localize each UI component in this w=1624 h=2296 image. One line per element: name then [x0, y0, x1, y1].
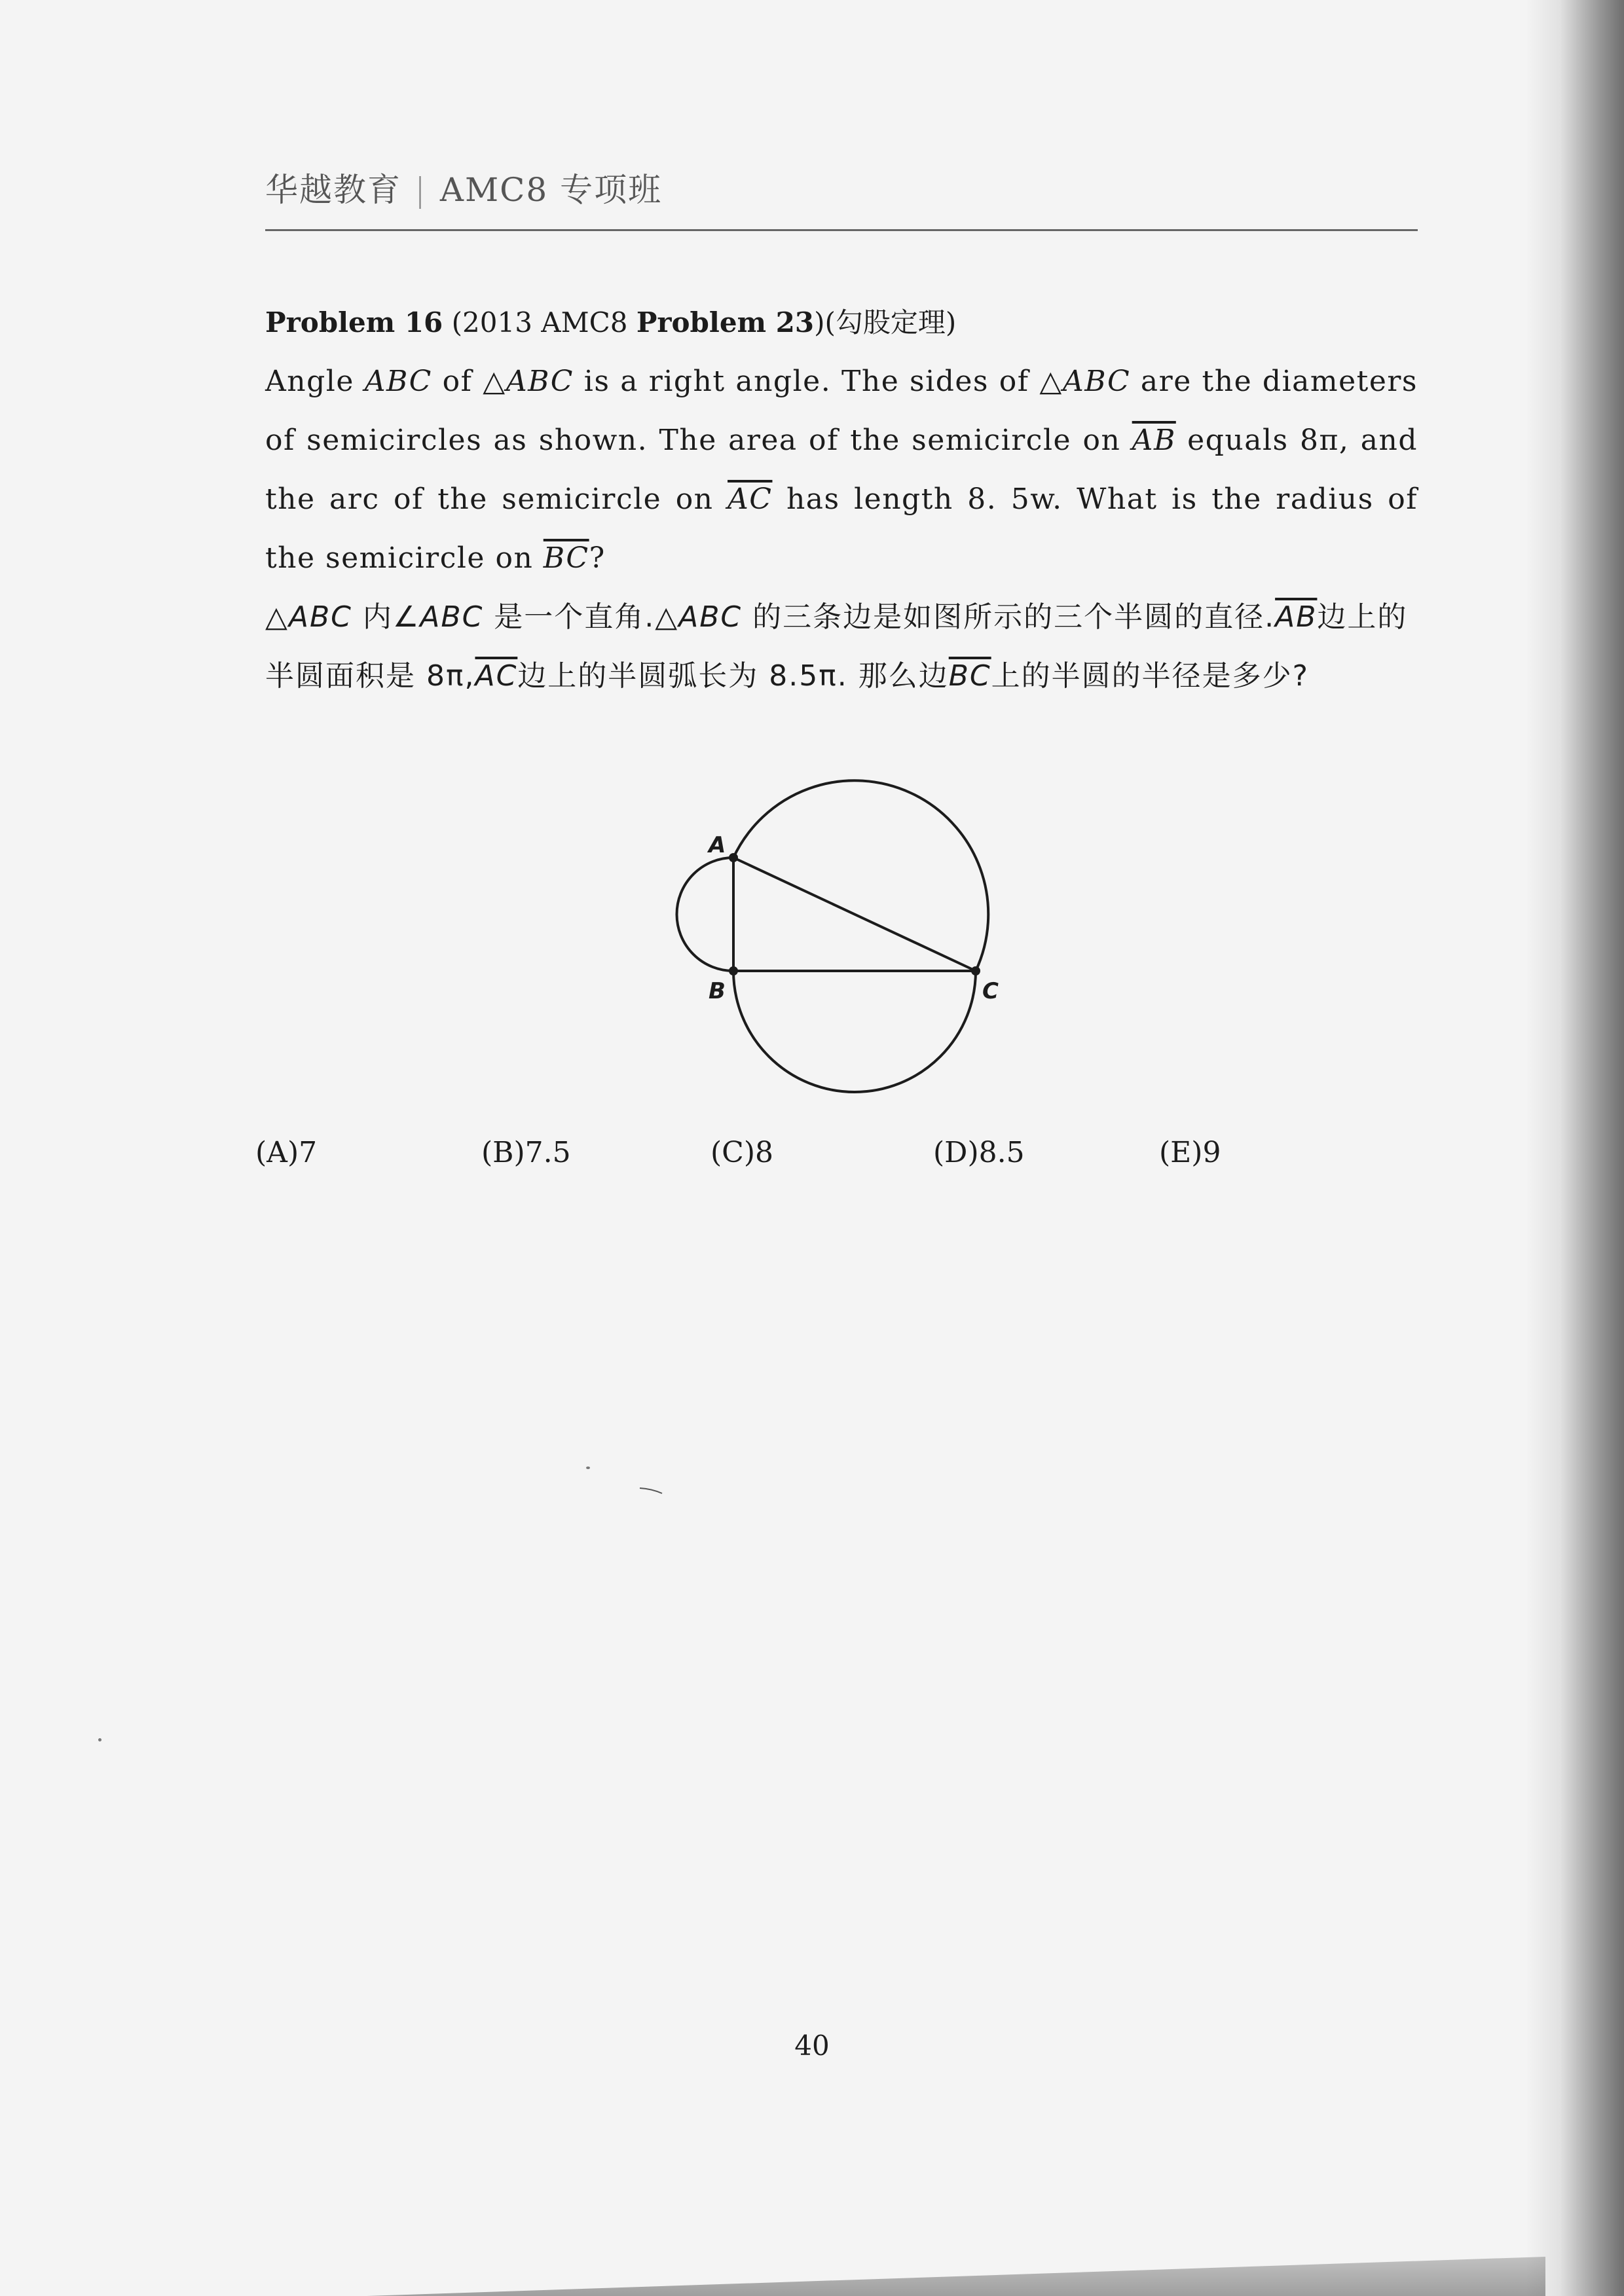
zh-segment-ac: $\overline{AC}$ [475, 659, 518, 693]
page-header [265, 164, 662, 211]
en-text: of △ [432, 365, 506, 398]
en-text: equals 8π, and the arc of the semicircle on [265, 424, 1418, 516]
zh-math: ABC [420, 600, 484, 634]
en-text: are the diameters of semicircles as shown. The area of the semicircle on [265, 365, 1418, 457]
en-segment-ac: $\overline{AC}$ [728, 483, 773, 516]
vertex-c-dot [971, 966, 980, 975]
problem-label: Problem 16 [265, 306, 443, 338]
scan-speck [98, 1738, 101, 1741]
header-course: AMC8 专项班 [439, 171, 663, 209]
zh-text: 内∠ [352, 600, 420, 634]
en-text: has length 8. 5w. What is the radius of the semicircle on [265, 483, 1418, 575]
zh-text: 边上的半圆面积是 8π, [265, 600, 1408, 693]
choice-e: (E)9 [1159, 1136, 1221, 1169]
header-brand: 华越教育 [265, 171, 401, 209]
problem-text-chinese [265, 588, 1418, 706]
en-text: is a right angle. The sides of △ [573, 365, 1063, 398]
zh-text: 是一个直角.△ [483, 600, 679, 634]
problem-title [265, 293, 1418, 352]
zh-segment-bc: $\overline{BC}$ [948, 659, 991, 693]
vertex-a-dot [729, 853, 738, 862]
zh-segment-ab: $\overline{AB}$ [1275, 600, 1318, 634]
zh-text: 上的半圆的半径是多少? [991, 659, 1310, 693]
problem-text-english [265, 352, 1418, 588]
vertex-label-c: C [982, 978, 999, 1004]
header-rule [265, 229, 1418, 231]
vertex-label-b: B [709, 978, 726, 1004]
header-separator: | [415, 171, 427, 209]
en-math: ABC [506, 365, 574, 398]
vertex-label-a: A [709, 832, 726, 858]
choice-c: (C)8 [710, 1136, 773, 1169]
problem-source-prefix: (2013 AMC8 [451, 306, 637, 338]
problem-source-number: Problem 23 [636, 306, 815, 338]
choice-b: (B)7.5 [481, 1136, 571, 1169]
scan-edge-shadow [1526, 0, 1624, 2296]
problem-block [265, 293, 1418, 706]
scan-corner-shadow [367, 2198, 1545, 2296]
triangle-semicircles-figure [655, 773, 1022, 1126]
en-text: ? [589, 541, 606, 575]
choice-a: (A)7 [255, 1136, 318, 1169]
zh-text: 的三条边是如图所示的三个半圆的直径. [742, 600, 1276, 634]
scan-speck [586, 1467, 590, 1469]
en-math: ABC [1063, 365, 1131, 398]
zh-text: 边上的半圆弧长为 8.5π. 那么边 [517, 659, 949, 693]
zh-math: ABC [678, 600, 743, 634]
semicircle-ab [677, 858, 734, 971]
problem-source-suffix: )(勾股定理) [814, 306, 957, 338]
scan-mark [638, 1486, 665, 1495]
en-math: ABC [364, 365, 432, 398]
choice-d: (D)8.5 [933, 1136, 1025, 1169]
side-ac [733, 858, 976, 971]
en-segment-ab: $\overline{AB}$ [1132, 424, 1176, 457]
vertex-b-dot [729, 966, 738, 975]
page-number: 40 [794, 2030, 830, 2062]
en-text: Angle [265, 365, 365, 398]
zh-text: △ [265, 600, 289, 634]
semicircle-bc [733, 971, 976, 1092]
en-segment-bc: $\overline{BC}$ [543, 541, 589, 575]
zh-math: ABC [288, 600, 352, 634]
